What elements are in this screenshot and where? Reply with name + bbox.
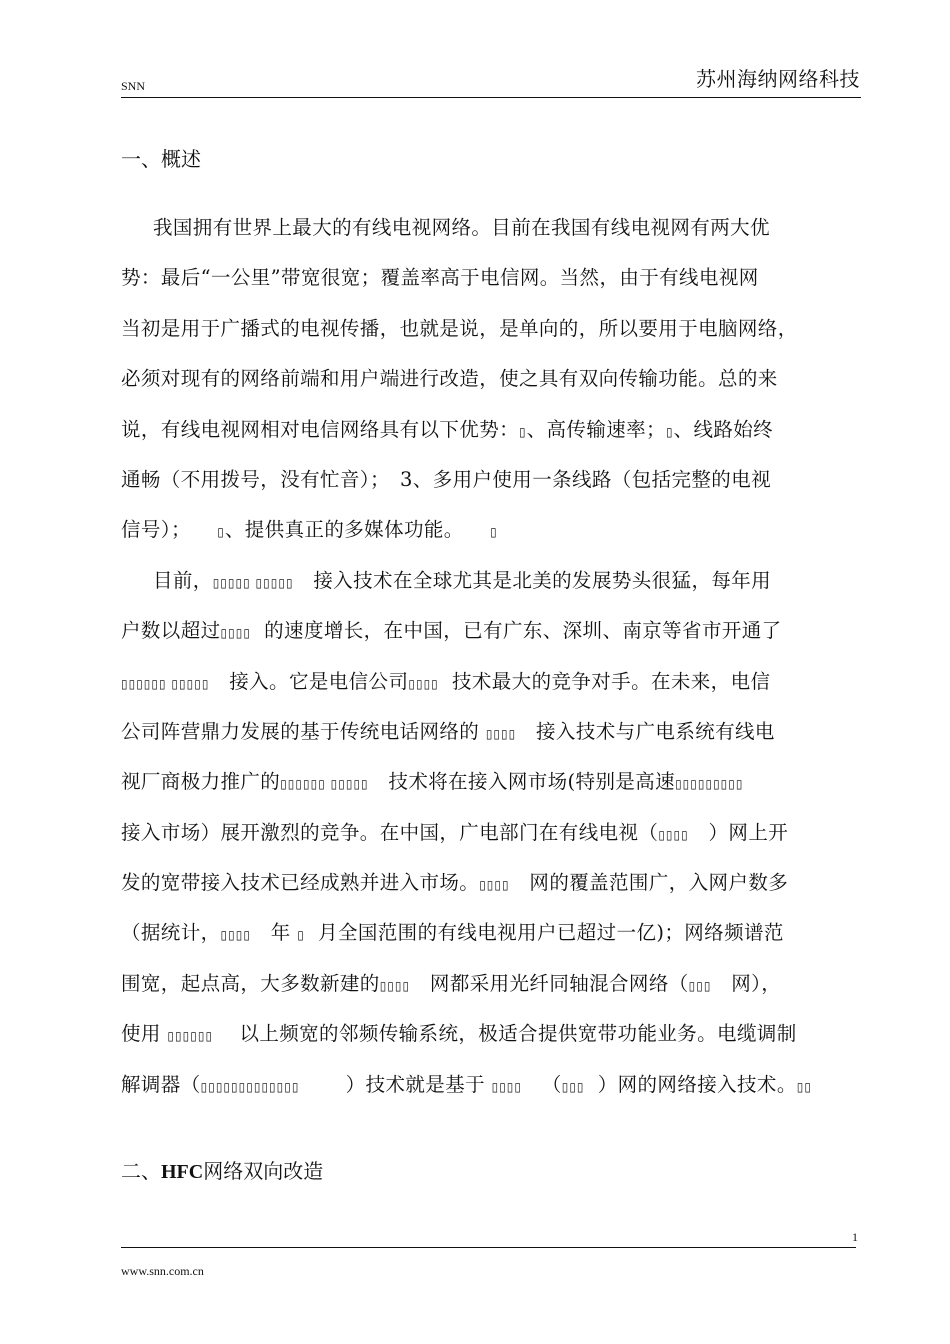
missing-glyph-icon: ▯▯▯▯ <box>220 928 251 943</box>
missing-glyph-icon: ▯▯▯▯▯▯▯▯▯▯▯▯▯ <box>200 1079 300 1094</box>
missing-glyph-icon: ▯▯▯▯▯ ▯▯▯▯▯ <box>212 575 294 590</box>
body-line: 解调器（▯▯▯▯▯▯▯▯▯▯▯▯▯ ）技术就是基于 ▯▯▯▯ （▯▯▯ ）网的网络接入技术。▯▯ <box>121 1072 812 1096</box>
missing-glyph-icon: ▯▯▯▯ <box>491 1079 523 1094</box>
section-2-heading: 二、HFC网络双向改造 <box>121 1159 324 1183</box>
missing-glyph-icon: ▯ <box>217 525 225 540</box>
body-line: 势：最后“一公里”带宽很宽；覆盖率高于电信网。当然，由于有线电视网 <box>121 266 759 290</box>
missing-glyph-icon: ▯▯▯▯▯▯ <box>167 1029 214 1044</box>
missing-glyph-icon: ▯▯▯▯ <box>379 978 411 993</box>
body-line: 必须对现有的网络前端和用户端进行改造，使之具有双向传输功能。总的来 <box>121 367 778 391</box>
header-company-name: 苏州海纳网络科技 <box>696 67 860 91</box>
body-line: ▯▯▯▯▯▯ ▯▯▯▯▯ 接入。它是电信公司▯▯▯▯ 技术最大的竞争对手。在未来，电信 <box>121 669 771 693</box>
body-line: 目前，▯▯▯▯▯ ▯▯▯▯▯ 接入技术在全球尤其是北美的发展势头很猛，每年用 <box>153 568 772 592</box>
page-number: 1 <box>852 1230 858 1244</box>
footer-divider <box>121 1247 856 1248</box>
body-line: 户数以超过▯▯▯▯ 的速度增长，在中国，已有广东、深圳、南京等省市开通了 <box>121 619 782 643</box>
missing-glyph-icon: ▯▯▯▯ <box>485 726 517 741</box>
missing-glyph-icon: ▯▯▯▯ <box>220 626 251 641</box>
missing-glyph-icon: ▯ <box>519 424 527 439</box>
missing-glyph-icon: ▯▯▯▯▯▯▯▯▯ <box>675 777 744 792</box>
body-line: 说，有线电视网相对电信网络具有以下优势：▯、高传输速率；▯、线路始终 <box>121 417 774 441</box>
body-line: 使用 ▯▯▯▯▯▯ 以上频宽的邻频传输系统，极适合提供宽带功能业务。电缆调制 <box>121 1022 797 1046</box>
body-line: 发的宽带接入技术已经成熟并进入市场。▯▯▯▯ 网的覆盖范围广，入网户数多 <box>121 871 789 895</box>
body-line: 接入市场）展开激烈的竞争。在中国，广电部门在有线电视（▯▯▯▯ ）网上开 <box>121 820 789 844</box>
missing-glyph-icon: ▯▯▯▯ <box>408 676 439 691</box>
missing-glyph-icon: ▯▯▯ <box>561 1079 585 1094</box>
body-line: 当初是用于广播式的电视传播，也就是说，是单向的，所以要用于电脑网络， <box>121 316 798 340</box>
missing-glyph-icon: ▯ <box>665 424 674 439</box>
body-line: 我国拥有世界上最大的有线电视网络。目前在我国有线电视网有两大优 <box>153 216 770 239</box>
body-line: 围宽，起点高，大多数新建的▯▯▯▯ 网都采用光纤同轴混合网络（▯▯▯ 网）， <box>121 971 782 995</box>
missing-glyph-icon: ▯ <box>490 525 498 540</box>
missing-glyph-icon: ▯▯▯ <box>688 978 712 993</box>
footer-url: www.snn.com.cn <box>121 1264 204 1278</box>
missing-glyph-icon: ▯▯▯▯ <box>479 878 510 893</box>
header-divider <box>121 97 861 98</box>
missing-glyph-icon: ▯▯▯▯▯▯ ▯▯▯▯▯ <box>280 777 369 792</box>
missing-glyph-icon: ▯▯▯▯▯▯ ▯▯▯▯▯ <box>121 676 210 691</box>
section-1-body <box>121 203 861 1110</box>
body-line: 信号）； ▯、提供真正的多媒体功能。 ▯ <box>121 518 498 542</box>
missing-glyph-icon: ▯▯ <box>796 1079 812 1094</box>
header-left-text: SNN <box>121 79 146 93</box>
missing-glyph-icon: ▯▯▯▯ <box>658 827 689 842</box>
body-line: 通畅（不用拨号，没有忙音）； 3、多用户使用一条线路（包括完整的电视 <box>121 467 772 491</box>
section-1-heading: 一、概述 <box>121 147 201 171</box>
body-line: （据统计，▯▯▯▯ 年 ▯ 月全国范围的有线电视用户已超过一亿)；网络频谱范 <box>121 921 784 945</box>
body-line: 视厂商极力推广的▯▯▯▯▯▯ ▯▯▯▯▯ 技术将在接入网市场(特别是高速▯▯▯▯▯▯▯▯▯ <box>121 770 744 794</box>
body-line: 公司阵营鼎力发展的基于传统电话网络的 ▯▯▯▯ 接入技术与广电系统有线电 <box>121 719 775 743</box>
missing-glyph-icon: ▯ <box>297 928 305 943</box>
